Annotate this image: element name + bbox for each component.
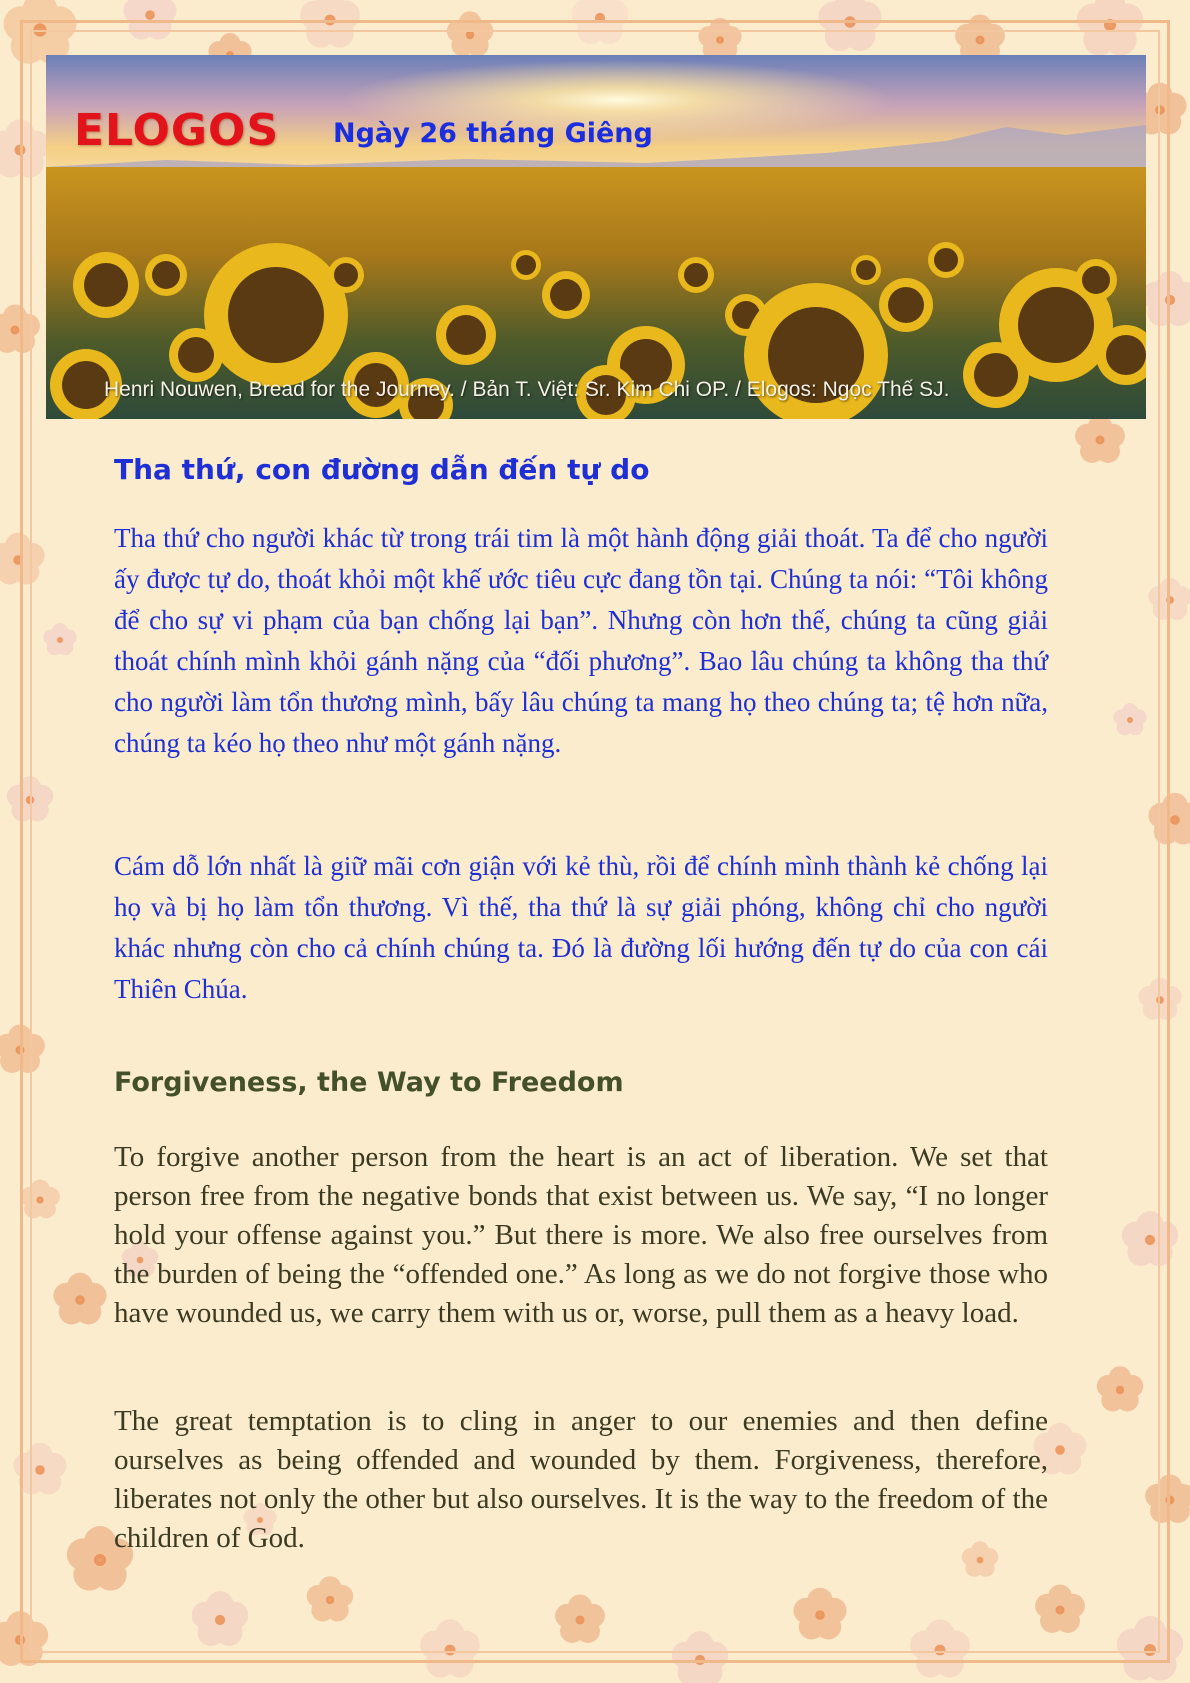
vietnamese-paragraph-1: Tha thứ cho người khác từ trong trái tim là một hành động giải thoát. Ta để cho người ấy được tự do, thoát khỏi một khế ước tiêu cực đang tồn tại. Chúng ta nói: “Tôi không để cho sự vi phạm của bạn chống lại bạn”. Nhưng còn hơn thế, chúng ta cũng giải thoát chính mình khỏi gánh nặng của “đối phương”. Bao lâu chúng ta không tha thứ cho người làm tổn thương mình, bấy lâu chúng ta mang họ theo chúng ta; tệ hơn nữa, chúng ta kéo họ theo như một gánh nặng. bbox=[114, 523, 1048, 758]
english-body bbox=[114, 1138, 1048, 1333]
vietnamese-body bbox=[114, 518, 1048, 764]
vietnamese-body-2 bbox=[114, 846, 1048, 1010]
english-paragraph-2: The great temptation is to cling in anger to our enemies and then define ourselves as being offended and wounded by them. Forgiveness, therefore, liberates not only the other but also ourselves. It is the way to the freedom of the children of God. bbox=[114, 1405, 1048, 1554]
english-body-2 bbox=[114, 1402, 1048, 1558]
header-banner bbox=[46, 55, 1146, 419]
english-paragraph-1: To forgive another person from the heart is an act of liberation. We set that person free from the negative bonds that exist between us. We say, “I no longer hold your offense against you.” But there is more. We also free ourselves from the burden of being the “offended one.” As long as we do not forgive those who have wounded us, we carry them with us or, worse, pull them as a heavy load. bbox=[114, 1141, 1048, 1329]
english-title: Forgiveness, the Way to Freedom bbox=[114, 1067, 624, 1098]
vietnamese-paragraph-2: Cám dỗ lớn nhất là giữ mãi cơn giận với kẻ thù, rồi để chính mình thành kẻ chống lại họ và bị họ làm tổn thương. Vì thế, tha thứ là sự giải phóng, không chỉ cho người khác nhưng còn cho cả chính chúng ta. Đó là đường lối hướng đến tự do của con cái Thiên Chúa. bbox=[114, 851, 1048, 1004]
brand-title: ELOGOS bbox=[74, 105, 280, 156]
vietnamese-title: Tha thứ, con đường dẫn đến tự do bbox=[114, 453, 650, 486]
source-credit: Henri Nouwen, Bread for the Journey. / Bản T. Việt: Sr. Kim Chi OP. / Elogos: Ngọc Thế SJ. bbox=[104, 378, 950, 401]
date-heading: Ngày 26 tháng Giêng bbox=[333, 118, 653, 149]
